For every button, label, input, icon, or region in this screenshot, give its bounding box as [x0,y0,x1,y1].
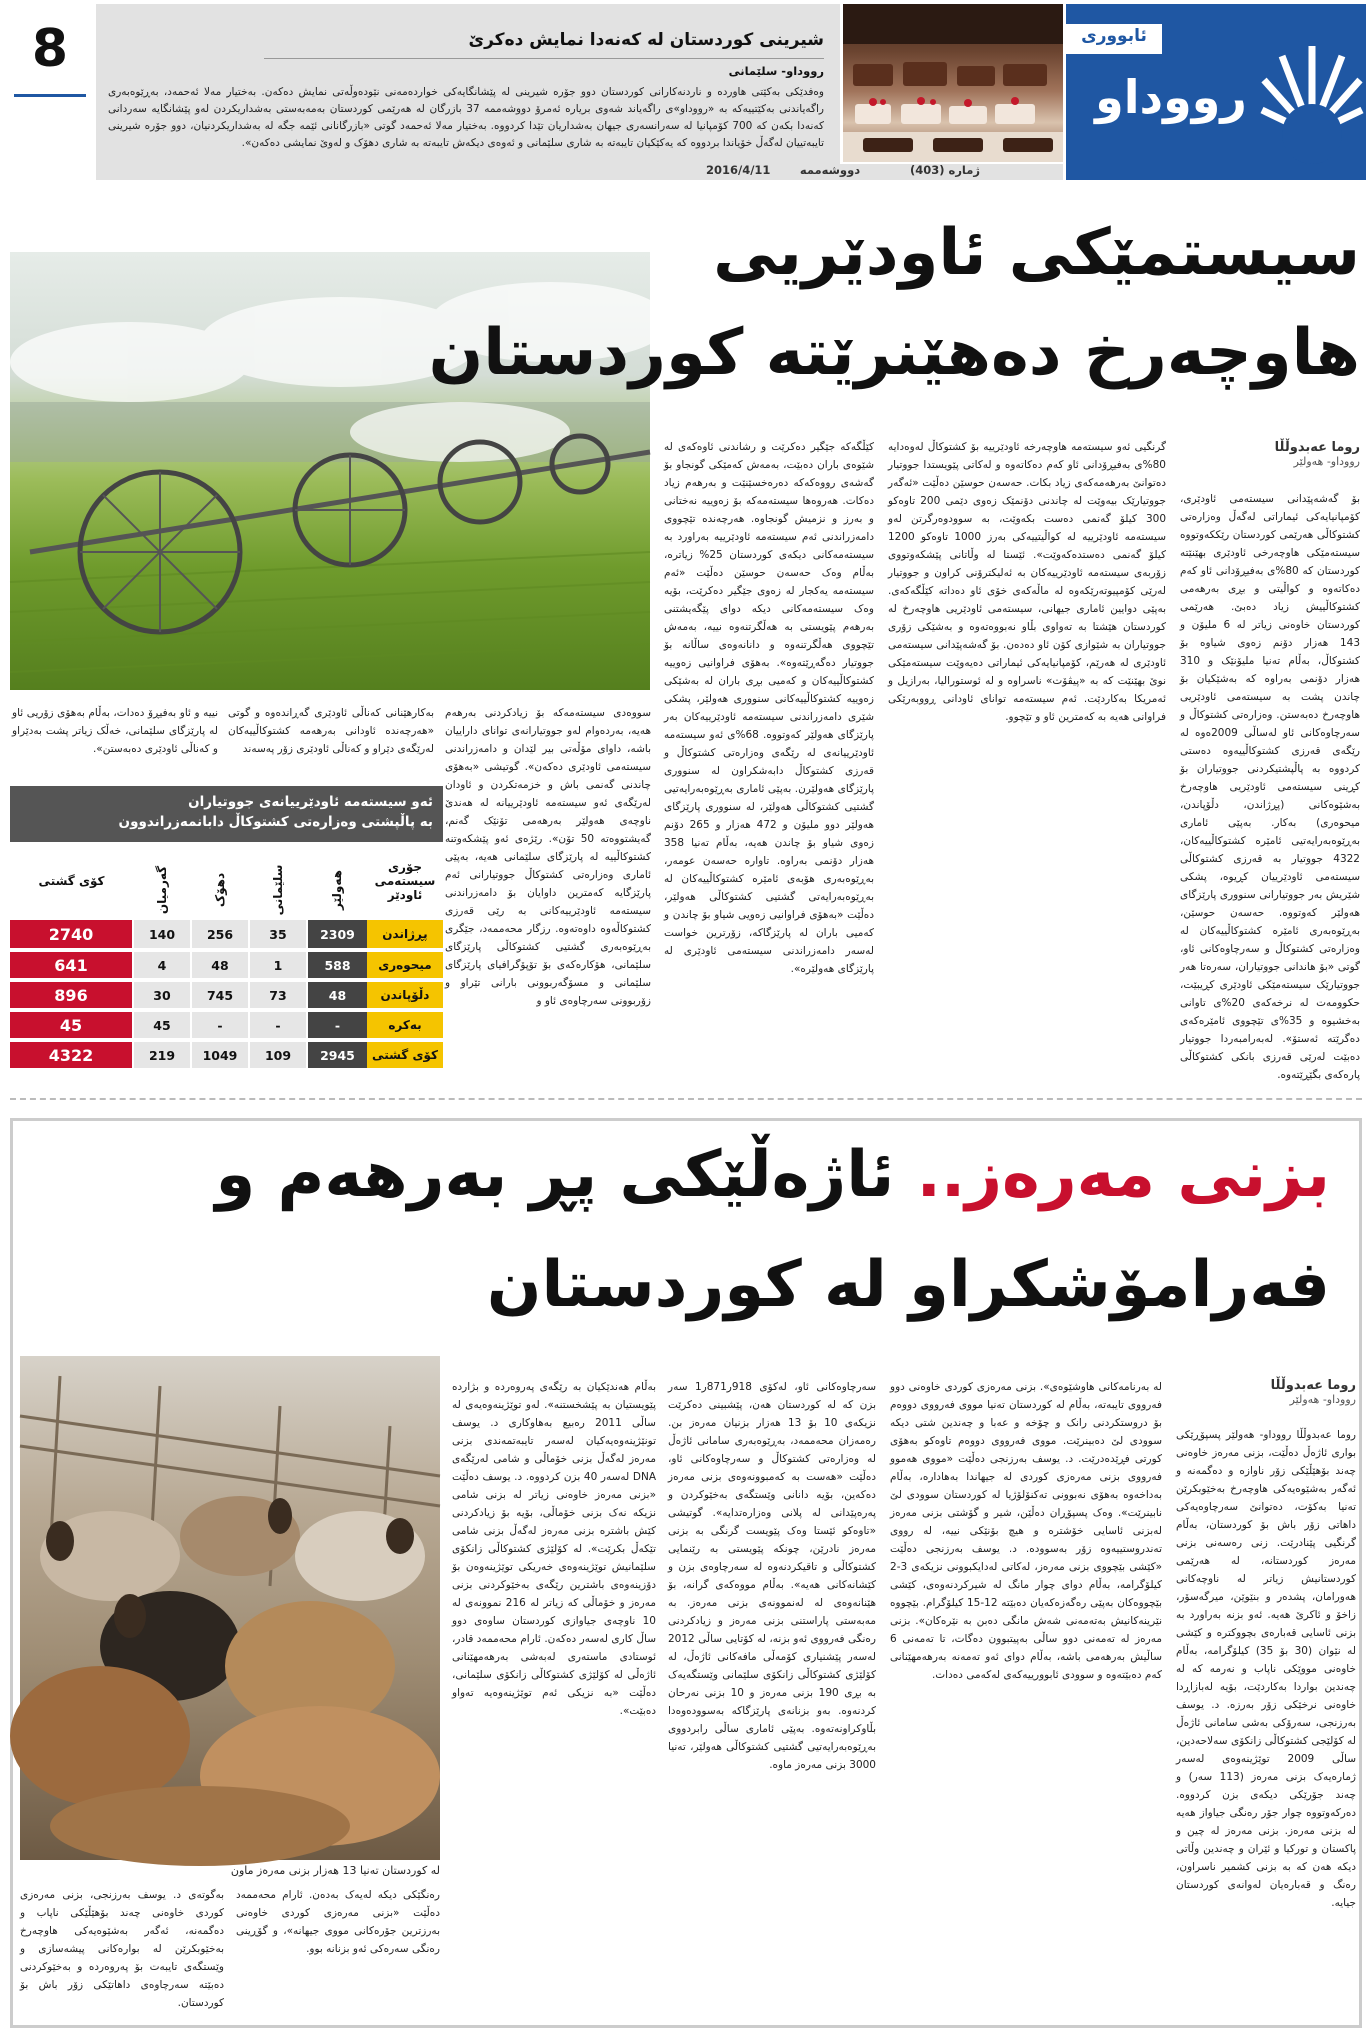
article2-headline-text [215,1138,1330,1212]
table-cell-value: 45 [133,1010,191,1040]
issue-number: ژمارە (403) [909,163,980,177]
table-cell-type: بەکرە [367,1010,443,1040]
table-cell-type: پڕژاندن [367,920,443,950]
table-cell-value: 1049 [191,1040,249,1070]
article2-col4: بەڵام هەندێکیان بە رێگەی پەروەردە و بژاردە پێویستیان بە پێشخستنە». لەو توێژینەوەیەی لە ساڵی 2011 رەبیع بەهاوکاری د. یوسف تونێژینەوەیەکیان لەسەر تایبەتمەندی بزنی مەرەز لەگەڵ بزنی خۆماڵی و شامی لەرێگەی DNA لەسەر 40 بزن کردووە. د. یوسف دەڵێت «بزنی مەرەز خاوەنی زیاتر لە بزنی شامی نزیکە نەک بزنی خۆماڵی، بۆیە بۆ زیادکردنی کێش باشترە بزنی مەرەز لەگەڵ بزنی شامی تێکەڵ بکرێت». لە کۆلێژی کشتوکاڵی زانکۆی سلێمانیش توێژینەوەی خەریکی توێژینەوەن بۆ دۆزینەوەی باشترین رێگەی بەخێوکردنی بزنی مەرەز و خۆماڵی کە زیاتر لە 216 نموونەی لە 10 ناوچەی جیاوازی کوردستان ساوەی دوو ساڵ کاری لەسەر دەکەن. ئارام محەممەد قادر، ئوستادی ماستەری لەبەشی بەرهەمهێنانی ئاژەڵی لە کۆلێژی کشتوکاڵی زانکۆی سلێمانی، دەڵێت «بە نزیکی ئەم توێژینەوەیە تەواو دەبێت». [452,1381,656,1717]
article1-col4: سووەدی سیستەمەکە بۆ زیادکردنی بەرهەم هەیە، بەردەوام لەو جووتیارانەی توانای داراییان باشە، داوای مۆڵەتی بیر لێدان و دامەزراندنی سیستەمی ئاودێری دەکەن». گوتیشی «بەهۆی چاندنی گەنمی باش و خزمەتکردن و ئاودان لەرێگەی ئەو سیستەمە ئاودێرییانە لە هەندێ ناوچەی هەولێر بەرهەمی تۆنێک گەنم، گەیشتووەتە 50 تۆن». رێژەی ئەو پێشکەوتنە کشتوکاڵییە لە پارێزگای سلێمانی هەیە، بەپێی ئاماری وەزارەتی کشتوکاڵ جووتیارانی ئەم پارێزگایە کەمترین داوایان بۆ دامەزراندنی سیستەمە ئاودێرییەکانی بە رێی قەرزی کشتوکاڵەوە داوەتەوە. رزگار محەممەد، جێگری بەڕێوەبەری گشتیی کشتوکاڵی پارێزگای سلێمانی، هۆکارەکەی بۆ تۆپۆگرافیای پارێزگای سلێمانی و مسۆگەربوونی بارانی تێراو و زۆربوونی سەرچاوەی ئاو و [445,707,651,1007]
article2-col1: روما عەبدوڵڵا رووداو- هەولێر پسپۆڕێکی بواری ئاژەڵ دەڵێت، بزنی مەرەز خاوەنی چەند بۆهێڵێکی زۆر ناوازە و دەگمەنە و ئەگەر بەشێوەیەکی هاوچەرخ بەخێوبکرێن تەنیا بەکۆت، دەتوانێ سەرچاوەیەکی داهاتی زۆر باش بۆ کوردستان، بەڵام گرنگیی پێنادرێت. زنی رەسەنی بزنی مەرەز کوردستانە، لە هەرێمی کوردستانیش زیاتر لە ناوچەکانی هەورامان، پشدەر و بنێوێن، میرگەسۆر، زاخۆ و ئاکرێ هەیە. ئەو بزنە بەراورد بە بزنی ئاسایی قەبارەی بچووکترە و کێشی لە نێوان (30 بۆ 35) کیلۆگرامە، بەڵام خاوەنی مووێکی ناپاب و نەرمە کە لە چەندین بواردا بەکاردێت، بۆیە لەبازاڕدا خاوەنی نرخێکی زۆر بەرزە. د. یوسف بەرزنجی، سەرۆکی بەشی سامانی ئاژەڵ لە کۆلێجی کشتوکاڵی زانکۆی سەلاحەدین، ساڵی 2009 توێژینەوەی لەسەر ژمارەیەک بزنی مەرەز (113 سەر) و چەند جۆرێکی دیکەی بزن کردووە. دەرکەوتووە چوار جۆر رەنگی جیاواز هەیە لە بزنی مەرەز. بزنی مەرەز لە چین و پاکستان و تورکیا و ئێران و چەندین وڵاتی دیکە هەن کە بە بزنی کشمیر ناسراون، رەنگ و قەبارەیان لەوانەی کوردستان جیایە. [1176,1429,1357,1909]
table-cell-value: 2945 [307,1040,367,1070]
table-header-row [10,842,443,920]
article2-headline-line1 [30,1140,1330,1210]
table-cell-value: 30 [133,980,191,1010]
table-cell-type: میحوەری [367,950,443,980]
table-header-duhok: دهۆک [213,872,227,908]
table-cell-value: 48 [307,980,367,1010]
table-header-total: کۆی گشتی [38,874,105,888]
page-number: 8 [31,19,69,79]
goats-photo [20,1356,440,1860]
table-row [10,1040,443,1070]
table-cell-value: - [249,1010,307,1040]
section-label: ئابووری [1081,26,1147,46]
table-title-bar [10,786,443,842]
table-cell-total: 896 [10,980,133,1010]
table-cell-value: 140 [133,920,191,950]
article1-col6: نییە و ئاو بەفیڕۆ دەدات، بەڵام بەهۆی زۆریی ئاو لە پارێزگای سلێمانی، خەڵک زیاتر پشت بەدێراو و کەناڵی ئاودێری دەبەستن». [12,707,218,755]
table-header-type: جۆری سیستەمی ئاودێر [374,860,436,902]
brand-wordmark: رووداو [1095,70,1247,124]
article1-byline [1180,440,1360,474]
issue-date: 2016/4/11 [706,163,771,177]
table-cell-total: 45 [10,1010,133,1040]
article2-headline-accent: بزنی مەرەز.. [916,1138,1330,1212]
table-header-garmiyan: گەرمیان [155,865,169,915]
article1-headline-line1: سیستمێکی ئاودێریی [713,216,1360,290]
table-cell-value: 73 [249,980,307,1010]
masthead [0,0,1372,182]
article2-byline [1176,1378,1356,1412]
article2-location: رووداو- هەولێر [1289,1393,1356,1406]
table-row [10,1010,443,1040]
article1-col2: گرنگیی ئەو سیستەمە هاوچەرخە ئاودێرییە بۆ کشتوکاڵ لەوەدایە 80%ی بەفیڕۆدانی ئاو کەم دەکاتەوە و لەکاتی پێویستدا جووتیار دەتوانێ بەرهەمەکەی زیاد بکات. حەسەن حوسێن دەڵێت «ئەگەر جووتیارێک بیەوێت لە چاندنی دۆنمێک زەوی دێمی 200 تاوەکو 300 کیلۆ گەنمی دەست بکەوێت، بە سوودوەرگرتن لەو سیستەمە ئاودێرییە لە کواڵیتییەکی بەرز 1000 تاوەکو 1200 کیلۆ گەنمی دەستدەکەوێت». ئێستا لە وڵاتانی پێشکەوتووی زۆربەی سیستەمە ئاودێرییەکان بە ئەلیکترۆنی کراون و جووتیار لەرێی کۆمپیوتەرێکەوە لە ماڵەکەی خۆی ئاو دەداتە کێڵگەکەی. بەپێی دوایین ئاماری جیهانی، سیستەمی ئاودێریی هاوچەرخ لە کوردستان هێشتا بە تەواوی بڵاو نەبووەتەوە و بەشێکی زۆری جووتیاران بە شێوازی کۆن ئاو دەدەن. بۆ گەشەپێدانی سیستەمی ئاودێری لە هەرێم، کۆمپانیایەکی ئیماراتی دەیەوێت سیستەمێکی نوێ بهێنێت کە بە «پیڤۆت» ناسراوە و لە ئوستورالیا، بەرازیل و ئەمریکا بەکاردێت. ئەم سیستەمە توانای ئاودانی ڕووبەرێکی فراوانی هەیە بە کەمترین ئاو و تێچوو. [888,441,1166,723]
table-row [10,950,443,980]
irrigation-table [10,842,443,1072]
table-row [10,980,443,1010]
section-divider [10,1098,1362,1100]
table-row [10,920,443,950]
article1-author: روما عەبدوڵڵا [1274,440,1360,455]
table-cell-value: 35 [249,920,307,950]
sweets-illustration [843,4,1063,162]
table-header-sulaymaniyah: سلێمانی [271,864,285,916]
irrigation-table-body [10,920,443,1070]
table-title-line1: ئەو سیستەمە ئاودێرییانەی جووتیاران [188,794,433,810]
table-cell-value: 588 [307,950,367,980]
table-header-erbil: هەولێر [330,870,344,910]
teaser-text: وەفدێکی بەکێتی هاوردە و ناردنەکارانی کوردستان دوو جۆرە شیرینی لە پێشانگایەکی خواردەمەنی نێودەوڵەتی نمایش دەکەن. بەختیار مەلا ئەحمەد، بەڕێوەبەری راگەیاندنی بەکێتییەکە بە «رووداو»ی راگەیاند شەوی بریارە ئەمرۆ دووشەممە 37 بازرگان لە هەرێمی کوردستان بەمەبەستی بەشداریکردن لەو پێشانگایە سەردانی کەنەدا بکەن کە 700 کۆمپانیا لە سەرانسەری جیهان بەشداریان تێدا کردووە. بەختیار مەلا ئەحمەد گوتی «بازرگانانی ئێمە جگە لە بەشداریکردنیان، دوو جۆرە شیرینی تایبەتییان لەگەڵ خۆیاندا بردووە کە یەکێکیان تایبەتە بە شاری سلێمانی و ئەوەی دیکەش تایبەتە بە شاری دهۆک و لەوێ نمایشی دەکەن». [108,86,825,149]
table-cell-total: 4322 [10,1040,133,1070]
article1-location: رووداو- هەولێر [1293,455,1360,468]
sunburst-logo-icon [1262,34,1362,154]
table-cell-total: 2740 [10,920,133,950]
teaser-title: شیرینی کوردستان لە کەنەدا نمایش دەکرێ [468,30,824,50]
article1-headline-line2: هاوچەرخ دەهێنرێتە کوردستان [428,316,1360,390]
page-number-rule [14,94,86,97]
sweets-photo [843,4,1063,162]
table-cell-value: 256 [191,920,249,950]
article2-col5: رەنگێکی دیکە لەیەک بەدەن. ئارام محەممەد دەڵێت «بزنی مەرەزی کوردی خاوەنی بەرزترین جۆرەکانی مووی جیهانە»، و گۆڕینی رەنگی سەرەکی ئەو بزنانە بوو. [236,1889,440,1955]
table-cell-value: 745 [191,980,249,1010]
article2-col2: لە بەرنامەکانی هاوشێوەی». بزنی مەرەزی کوردی خاوەنی دوو فەرووی تایبەتە، بەڵام لە کوردستان تەنیا مووی فەرووی دووەم بۆ دروستکردنی رانک و چۆخە و عەبا و چەندین شتی دیکە سوودی لێ دەبینرێت. مووی فەرووی دووەم تاوەکو بەهۆی کورتی فڕێدەدرێت. د. یوسف بەرزنجی دەڵێت «مووی هەموو فەرووی بزنی مەرەزی کوردی لە جیهاندا بەهادارە، بەڵام بەداخەوە بەهۆی نەبوونی تەکنۆلۆژیا لە کوردستان سوودی لێ نابینرێت». وەک پسپۆڕان دەڵێن، شیر و گۆشتی بزنی مەرەز لەبزنی ئاسایی خۆشترە و هیچ بۆنێکی نییە، لە رووی تەندروستییەوە زۆر بەسوودە. د. یوسف بەرزنجی دەڵێت «کێشی بێچووی بزنی مەرەز، لەکاتی لەدایکبوونی نزیکەی 3-2 کیلۆگرامە، بەڵام دوای چوار مانگ لە شیرکردنەوەی، کێشی بێچووەکان بەپێی رەگەزەکەیان دەبێتە 12-15 کیلۆگرام. بێچووە نێرینەکانیش بەتەمەنی شەش مانگی دەبن بە نێرەکان». بزنی مەرەز لە تەمەنی دوو ساڵی بەپیتبوون دەگات، تا تەمەنی 6 ساڵیش بەرهەمی باشە، بەڵام دوای ئەو تەمەنە بەرهەمهێنانی کەم دەبێتەوە و سوودی ئابوورییەکەی لەکەمی دەدات. [890,1381,1162,1681]
article2-col6: بەگوتەی د. یوسف بەرزنجی، بزنی مەرەزی کوردی خاوەنی چەند بۆهێڵێکی ناپاب و دەگمەنە، ئەگەر بەشێوەیەکی هاوچەرخ بەخێوبکرێن لە بوارەکانی پیشەسازی و وێستگەی تایبەت بۆ پەروەردە و بەخێوکردنی دەبێتە سەرچاوەی داهاتێکی زۆر باش بۆ کوردستان. [20,1889,224,2009]
article1-col3: کێڵگەکە جێگیر دەکرێت و رشاندنی ئاوەکەی لە شێوەی باران دەبێت، بەمەش کەمێکی گونجاو بۆ گەشەی رووەکەکە دەرەخسێنێت و بەرهەم زیاد دەکات. هەروەها سیستەمەکە بۆ زەوییە نەختانی و بەرز و نزمیش گونجاوە. هەرچەندە تێچووی دامەزراندنی ئەم سیستەمە ئاودێرییە بەراورد بە سیستەمەکانی دیکەی کوردستان 25% زیاترە، بەڵام وەک حەسەن حوسێن دەڵێت «ئەم سیستەمە یەکجار لە زەوی جێگیر دەکرێت، بۆیە وەک سیستەمەکانی دیکە دوای پێگەیشتنی بەرهەم پێویستی بە هەڵگرتنەوە نییە، بەمەش تێچووی هەڵگرتنەوە و دانانەوەی ساڵانە بۆ جووتیار دەگەڕێتەوە». بەهۆی فراوانیی زەوییە کشتوکاڵییەکان و کەمیی بڕی باران لە بەشێکی زەوییە کشتوکاڵییەکانی سنووری هەولێر، پشکی شێری دامەزراندنی سیستەمە ئاودێرییەکان بەر پارێزگای هەولێر کەوتووە. 68%ی ئەو سیستەمە ئاودێرییانەی لە رێگەی وەزارەتی کشتوکاڵ و قەرزی کشتوکاڵ دابەشکراون لە سنووری پارێزگای هەولێرن. بەپێی ئاماری بەڕێوەبەرایەتیی گشتیی کشتوکاڵی هەولێر، لە سنووری پارێزگای هەولێر دوو ملیۆن و 472 هەزار و 265 دۆنم زەوی شیاو بۆ چاندن هەیە، بەڵام تەنیا 358 هەزار دۆنمی بەراوە. تاوارە حەسەن عومەر، بەڕێوەبەری هۆبەی ئامێرە کشتوکاڵییەکان لە بەڕێوەبەرایەتی گشتیی کشتوکاڵی هەولێر، دەڵێت «بەهۆی فراوانیی زەویی شیاو بۆ چاندن و کەمیی باران لە پارێزگاکە، زۆرترین خواست لەسەر دامەزراندنی سیستەمی ئاودێری لە پارێزگای هەولێرە». [664,441,875,975]
issue-weekday: دووشەممە [799,163,861,177]
teaser-box [96,4,840,180]
table-cell-value: - [307,1010,367,1040]
table-title-line2: بە پاڵپشتی وەزارەتی کشتوکاڵ دابانمەزراندوون [118,814,433,830]
table-cell-value: 109 [249,1040,307,1070]
table-cell-value: 1 [249,950,307,980]
irrigation-table-box [10,786,443,1072]
article1-col5: بەکارهێنانی کەناڵی ئاودێری گەڕاندەوە و گوتی «هەرچەندە ئاودانی بەرهەمە کشتوکاڵییەکان لەرێگەی دێراو و کەناڵی ئاودێری زۆر پەسەند [228,707,434,755]
article2-col3: سەرچاوەکانی ئاو، لەکۆی 918ر871ر1 سەر بزن کە لە کوردستان هەن، پێشبینی دەکرێت نزیکەی 10 بۆ 13 هەزار بزنیان مەرەز بن. رەمەزان محەممەد، بەڕێوەبەری سامانی ئاژەڵ لە وەزارەتی کشتوکاڵ و سەرچاوەکانی ئاو، دەڵێت «هەست بە کەمبوونەوەی بزنی مەرەز دەکەین، بۆیە دانانی وێستگەی بەخێوکردن و پەرەپێدانی لە پلانی وەزارەتدایە». گوتیشی «تاوەکو ئێستا وەک پێویست گرنگی بە بزنی مەرەز نادرێن، چونکە پێویستی بە رێنمایی کشتوکاڵی و تاقیکردنەوە لە سەرچاوەی بزن و کێشانەکانی هەیە». بەڵام مووەکەی گرانە، بۆ هێنانەوەی لە لەنموونەی بزنی مەرەز. بە مەبەستی پاراستنی بزنی مەرەز و زیادکردنی رەنگی فەرووی ئەو بزنە، لە کۆتایی ساڵی 2012 لەسەر پێشنیاری کۆمەڵی مافەکانی ئاژەڵ، لە کۆلێژی کشتوکاڵی زانکۆی سلێمانی وێستگەیەک بە بڕی 190 بزنی مەرەز و 10 بزنی نەرحان کردنەوە. بەو بزنانەی پارێزگاکە بەسوودەوەدا بڵاوکراونەتەوە. بەپێی ئاماری ساڵی رابردووی بەڕێوەبەرایەتیی گشتیی کشتوکاڵی هەولێر، تەنیا 3000 بزنی مەرەز ماوە. [668,1381,876,1771]
goats-photo-caption: لە کوردستان تەنیا 13 هەزار بزنی مەرەز ماون [230,1864,440,1877]
article2-author: روما عەبدوڵڵا [1270,1378,1356,1393]
article1-col1: بۆ گەشەپێدانی سیستەمی ئاودێری، کۆمپانیایەکی ئیماراتی لەگەڵ وەزارەتی کشتوکاڵی هەرێمی کوردستان رێککەوتووە سیستەمێکی هاوچەرخی ئاودێری بهێنێتە کوردستان کە 80%ی بەفیڕۆدانی ئاو کەم دەکاتەوە و کواڵیتی و بڕی بەرهەمی کشتوکاڵییش زیاد دەبێ. هەرێمی کوردستان خاوەنی زیاتر لە 6 ملیۆن و 143 هەزار دۆنم زەوی شیاوە بۆ کشتوکاڵ، بەڵام تەنیا ملیۆنێک و 310 هەزار دۆنمی بەراوە کە بەشێکیان بۆ چاندن پشت بە سیستەمی ئاودێریی هاوچەرخ دەبەستن. وەزارەتی کشتوکاڵ و سەرچاوەکانی ئاو لەساڵی 2009ەوە لە رێگەی قەرزی کشتوکاڵییەوە دەستی کردووە بە پاڵپشتیکردنی جووتیاران بۆ کڕینی سیستەمی ئاودێریی هاوچەرخ بەشێوەکانی (پڕژاندن، دڵۆپاندن، میحوەری) بەکار. بەپێی ئاماری بەڕێوەبەرایەتیی ئامێرە کشتوکاڵییەکان، 4322 جووتیار بە قەرزی کشتوکاڵی سیستەمی ئاودێرییان کڕیوە، پشکی شێریش بەر جووتیارانی سنووری پارێزگای هەولێر کەوتووە. حەسەن حوسێن، بەڕێوەبەری ئامێرە کشتوکاڵییەکان لە وەزارەتی کشتوکاڵ و سەرچاوەکانی ئاو، گوتی «بۆ هاندانی جووتیاران، سەرەتا هەر جووتیارێک سیستەمێکی ئاودێری کڕیبێت، حکوومەت لە نرخەکەی 20%ی تاوانی بەخشیوە و 35%ی تێچووی ئامێرەکەی دەگرێتە ئەستۆ». لەبەرامبەردا جووتیار دەبێت لەرێی قەرزی بانکی کشتوکاڵی پارەکەی بگێڕێتەوە. [1180,493,1361,1081]
table-cell-value: 219 [133,1040,191,1070]
table-cell-value: - [191,1010,249,1040]
goats-illustration [20,1356,440,1860]
article2-headline-rest: ئاژەڵێکی پڕ بەرهەم و [215,1138,917,1212]
table-cell-value: 2309 [307,920,367,950]
teaser-byline: رووداو- سلێمانی [728,64,824,78]
table-cell-value: 48 [191,950,249,980]
table-cell-value: 4 [133,950,191,980]
teaser-title-rule [264,58,824,59]
table-cell-total: 641 [10,950,133,980]
article2-headline-line2: فەرامۆشکراو لە کوردستان [486,1248,1330,1322]
table-cell-type: کۆی گشتی [367,1040,443,1070]
logo-block [1066,4,1366,180]
table-cell-type: دڵۆپاندن [367,980,443,1010]
